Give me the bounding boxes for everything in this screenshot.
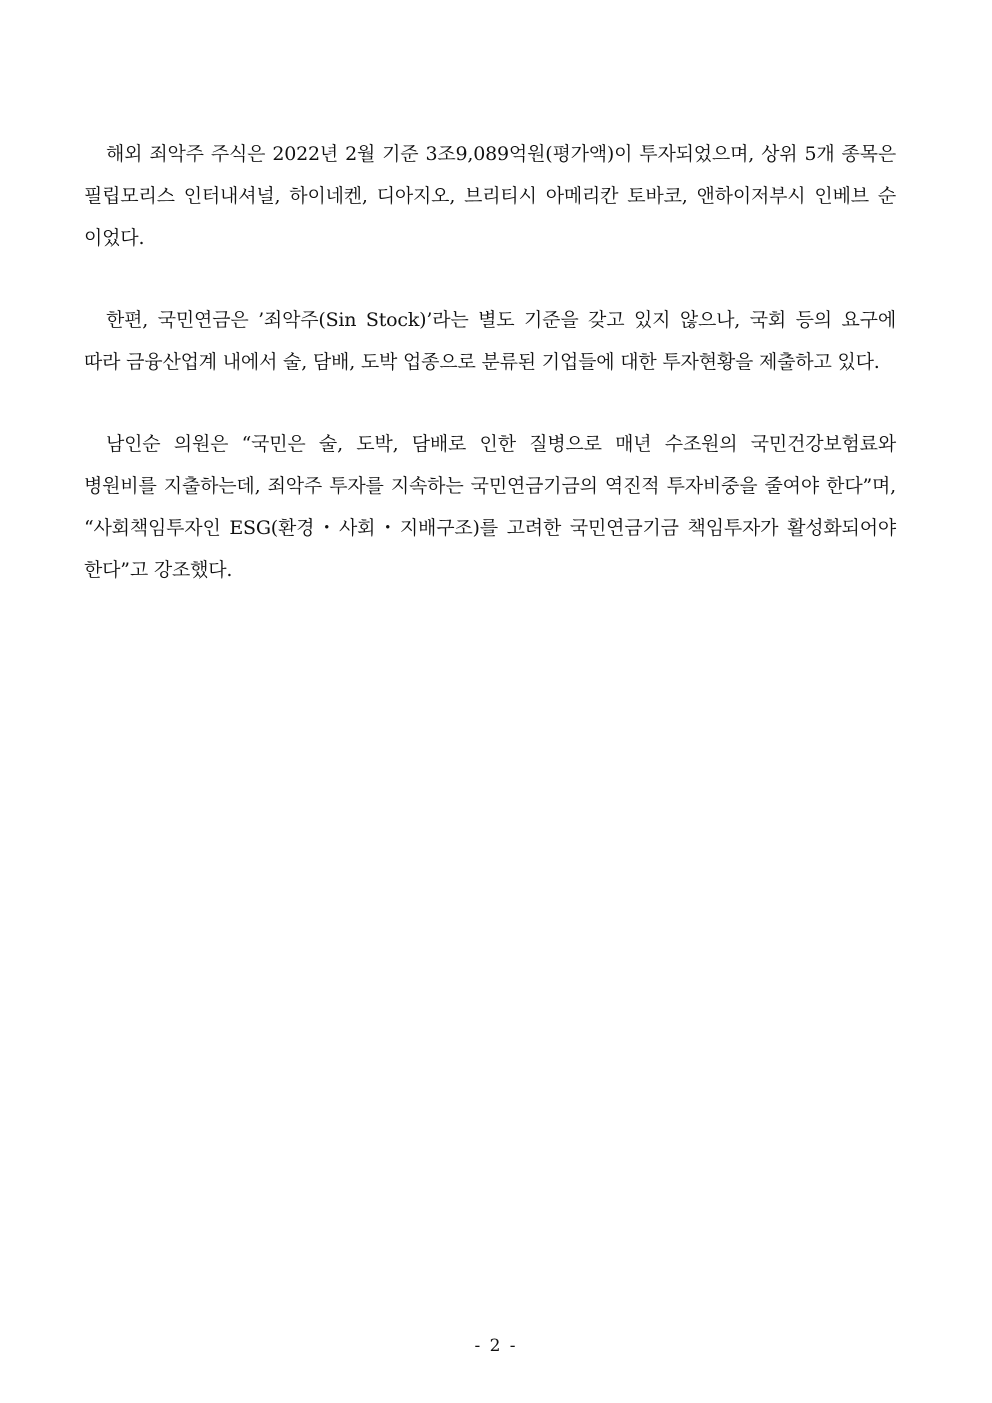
- paragraph-overseas-sin-stocks: 해외 죄악주 주식은 2022년 2월 기준 3조9,089억원(평가액)이 투자되었으며, 상위 5개 종목은 필립모리스 인터내셔널, 하이네켄, 디아지오, 브리티시 아메리칸 토바코, 앤하이저부시 인베브 순 이었다.: [84, 143, 896, 249]
- document-body: [84, 133, 896, 631]
- paragraph-lawmaker-statement: 남인순 의원은 “국민은 술, 도박, 담배로 인한 질병으로 매년 수조원의 국민건강보험료와 병원비를 지출하는데, 죄악주 투자를 지속하는 국민연금기금의 역진적 투자비중을 줄여야 한다”며, “사회책임투자인 ESG(환경・사회・지배구조)를 고려한 국민연금기금 책임투자가 활성화되어야 한다”고 강조했다.: [84, 433, 896, 581]
- page-number: - 2 -: [474, 1336, 518, 1356]
- paragraph-nps-criteria: 한편, 국민연금은 ’죄악주(Sin Stock)’라는 별도 기준을 갖고 있지 않으나, 국회 등의 요구에 따라 금융산업계 내에서 술, 담배, 도박 업종으로 분류된 기업들에 대한 투자현황을 제출하고 있다.: [84, 309, 896, 373]
